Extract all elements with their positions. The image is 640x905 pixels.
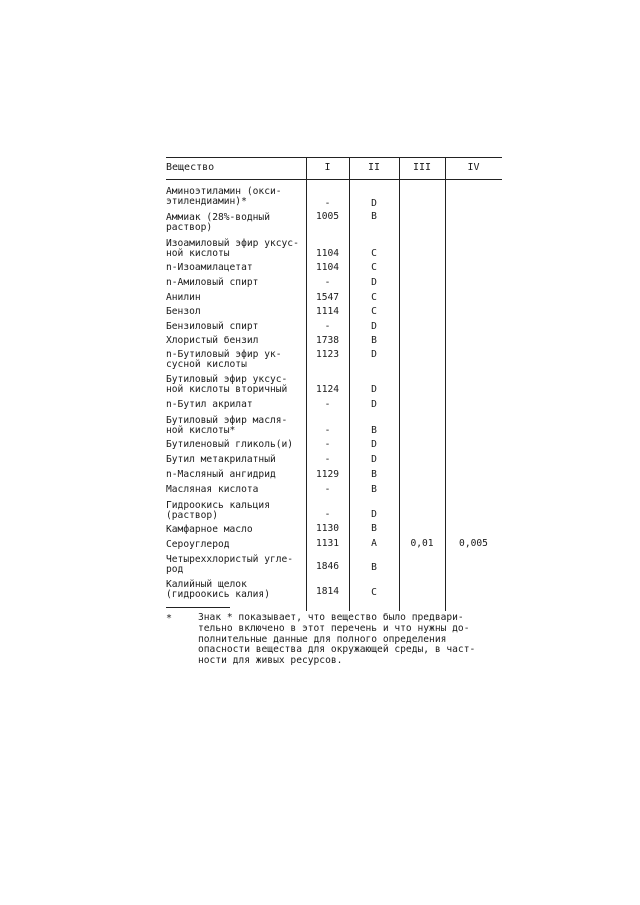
row-col-1: 1114 [315,306,340,317]
row-col-2: D [371,384,377,395]
row-substance-name: Хлористый бензил [166,335,259,346]
row-col-1: 1131 [315,538,340,549]
row-col-2: B [371,469,377,480]
row-substance-name: Камфарное масло [166,524,253,535]
row-col-2: D [371,509,377,520]
row-col-1: 1005 [315,211,340,222]
row-col-2: D [371,454,377,465]
row-col-2: C [371,292,377,303]
header-bottom-rule [166,179,502,180]
row-col-1: - [324,454,331,465]
row-substance-name: Бензиловый спирт [166,321,259,332]
row-col-3: 0,01 [410,538,434,549]
substances-table [166,157,502,611]
row-col-2: B [371,562,377,573]
row-col-1: - [324,321,331,332]
row-col-1: - [324,198,331,209]
row-col-1: 1104 [315,262,340,273]
footnote-separator [166,607,230,608]
header-col-1: I [324,162,331,173]
row-col-1: - [324,484,331,495]
row-substance-name: Бензол [166,306,201,317]
row-substance-name: Масляная кислота [166,484,259,495]
row-col-1: 1547 [315,292,340,303]
header-substance: Вещество [166,162,215,173]
row-col-2: B [371,211,377,222]
row-substance-name: Бутил метакрилатный [166,454,276,465]
row-col-2: C [371,248,377,259]
row-substance-name: Бутиловый эфир масля- ной кислоты* [166,415,288,436]
row-substance-name: Калийный щелок (гидроокись калия) [166,579,270,600]
row-col-1: 1124 [315,384,340,395]
row-col-2: C [371,306,377,317]
row-substance-name: n-Масляный ангидрид [166,469,276,480]
header-col-2: II [367,162,381,173]
row-col-2: D [371,277,377,288]
row-col-2: D [371,399,377,410]
footnote-mark: * [166,613,173,624]
row-substance-name: Изоамиловый эфир уксус- ной кислоты [166,238,299,259]
header-col-4: IV [467,162,480,173]
row-substance-name: Аминоэтиламин (окси- этилендиамин)* [166,186,282,207]
footnote-text: Знак * показывает, что вещество было предвари- тельно включено в этот перечень и что нужны до- полнительные данные для полного определения опасности вещества для окружающей среды, в част- ности для живых ресурсов. [198,612,476,667]
row-col-2: D [371,198,377,209]
row-col-2: B [371,425,377,436]
row-substance-name: Четыреххлористый угле- род [166,554,294,575]
row-substance-name: Аммиак (28%-водный раствор) [166,212,270,233]
row-substance-name: n-Изоамилацетат [166,262,253,273]
row-col-2: C [371,262,377,273]
row-col-2: B [371,484,377,495]
row-substance-name: Анилин [166,292,201,303]
row-col-2: B [371,523,377,534]
row-col-2: A [371,538,377,549]
row-col-2: D [371,439,377,450]
row-col-1: 1738 [315,335,340,346]
row-col-1: - [324,509,331,520]
row-col-1: 1814 [315,586,340,597]
header-col-3: III [412,162,432,173]
row-col-1: - [324,439,331,450]
row-col-1: 1123 [315,349,340,360]
row-col-1: 1104 [315,248,340,259]
row-col-2: C [371,587,377,598]
row-col-2: D [371,321,377,332]
row-col-1: - [324,425,331,436]
row-substance-name: n-Амиловый спирт [166,277,259,288]
row-col-1: - [324,277,331,288]
table-top-rule [166,157,502,158]
row-col-1: 1130 [315,523,340,534]
row-col-1: 1129 [315,469,340,480]
row-col-4: 0,005 [459,538,488,549]
row-substance-name: n-Бутил акрилат [166,399,253,410]
row-substance-name: Бутиловый эфир уксус- ной кислоты вторичный [166,374,288,395]
row-substance-name: Сероуглерод [166,539,230,550]
row-substance-name: Гидроокись кальция (раствор) [166,500,270,521]
row-col-2: D [371,349,377,360]
row-col-1: 1846 [315,561,340,572]
row-substance-name: n-Бутиловый эфир ук- сусной кислоты [166,349,282,370]
row-col-2: B [371,335,377,346]
row-col-1: - [324,399,331,410]
row-substance-name: Бутиленовый гликоль(и) [166,439,294,450]
